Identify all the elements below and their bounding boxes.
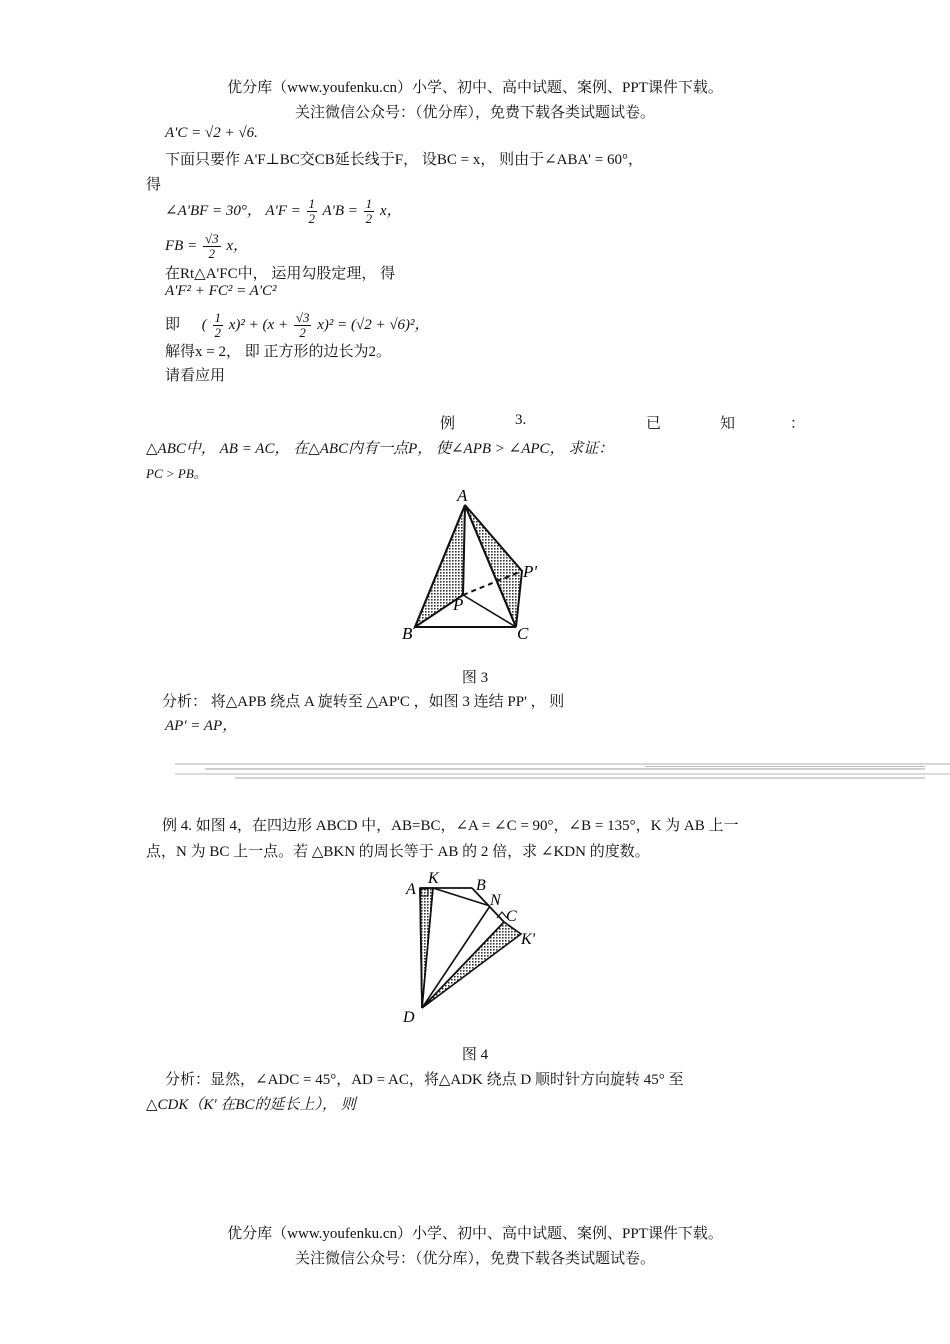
example-3-goal: PC > PB。 [146, 466, 207, 481]
analysis-4-line-2: △CDK（K' 在BC的延长上）， 则 [146, 1097, 356, 1113]
frac-den: 2 [214, 325, 222, 340]
label-c: C [506, 908, 517, 925]
x-text: x， [379, 202, 402, 219]
label-a: A [457, 486, 468, 505]
x-text: x， [226, 237, 249, 254]
figure-3 [395, 485, 555, 643]
fraction-root3 [203, 232, 221, 261]
label-c: C [517, 624, 529, 643]
header-line-1: 优分库（www.youfenku.cn）小学、初中、高中试题、案例、PPT课件下载。 [227, 80, 723, 96]
analysis-3-line-1: 分析： 将△APB 绕点 A 旋转至 △AP'C ，如图 3 连结 PP' ， 则 [162, 694, 565, 710]
ex3-word: 3. [515, 412, 527, 428]
line-solution: 解得x = 2， 即 正方形的边长为2。 [165, 344, 391, 360]
label-b: B [402, 624, 413, 643]
header-line-2: 关注微信公众号：（优分库），免费下载各类试题试卷。 [294, 105, 655, 121]
footer-line-2: 关注微信公众号：（优分库），免费下载各类试题试卷。 [294, 1251, 655, 1267]
figure-4 [400, 868, 550, 1028]
frac-den: 2 [308, 211, 316, 226]
line-pythag: 在Rt△A'FC中， 运用勾股定理， 得 [165, 266, 396, 282]
example-4-line-2: 点，N 为 BC 上一点。若 △BKN 的周长等于 AB 的 2 倍，求 ∠KDN 的度数。 [146, 844, 650, 860]
ji-text: 即 [165, 316, 181, 333]
frac-num: √3 [204, 231, 219, 246]
frac-den: 2 [365, 211, 373, 226]
label-k: K [428, 870, 439, 887]
ex3-word: 已 [646, 416, 662, 432]
footer-line-1: 优分库（www.youfenku.cn）小学、初中、高中试题、案例、PPT课件下载。 [227, 1226, 723, 1242]
fraction-root3-2 [294, 311, 312, 340]
frac-num: 1 [365, 196, 373, 211]
ex3-word: 例 [440, 416, 456, 432]
label-a: A [406, 881, 416, 898]
paren-open: ( [201, 316, 207, 333]
frac-den: 2 [299, 325, 306, 340]
line-angles [165, 197, 402, 226]
line-equation: A'F² + FC² = A'C² [165, 283, 277, 299]
ex3-word: 知 [720, 416, 736, 432]
frac-num: 1 [308, 196, 316, 211]
scan-artifact-band [175, 760, 950, 782]
expr-end: x)² = (√2 + √6)²， [317, 316, 430, 333]
line-fb [165, 232, 248, 261]
ab-text: A'B = [322, 202, 362, 219]
figure-3-caption: 图 3 [461, 670, 489, 686]
label-n: N [490, 892, 501, 909]
label-p-prime: P' [523, 562, 538, 581]
line-construct: 下面只要作 A'F⊥BC交CB延长线于F， 设BC = x， 则由于∠ABA' = 60°， [165, 152, 643, 168]
example-3-statement: △ABC中， AB = AC， 在△ABC内有一点P， 使∠APB > ∠APC， 求证： [146, 441, 614, 457]
frac-num: √3 [295, 310, 310, 325]
label-d: D [403, 1009, 415, 1026]
label-b: B [476, 877, 486, 894]
fraction-half-1 [307, 197, 318, 226]
fb-text: FB = [165, 237, 201, 254]
frac-den: 2 [208, 246, 216, 261]
analysis-3-line-2: AP' = AP， [165, 718, 238, 734]
label-p: P [453, 595, 464, 614]
line-ac: A'C = √2 + √6. [165, 125, 258, 141]
frac-num: 1 [214, 310, 222, 325]
analysis-4-line-1: 分析：显然，∠ADC = 45°，AD = AC，将△ADK 绕点 D 顺时针方向旋转 45° 至 [165, 1072, 684, 1088]
line-de: 得 [146, 177, 162, 193]
line-application: 请看应用 [165, 368, 226, 384]
angle-text: ∠A'BF = 30°， A'F = [165, 202, 305, 219]
fraction-half-3 [213, 311, 224, 340]
expr-text: x)² + (x + [228, 316, 292, 333]
label-k-prime: K' [521, 931, 536, 948]
fraction-half-2 [364, 197, 375, 226]
example-4-line-1: 例 4. 如图 4，在四边形 ABCD 中，AB=BC，∠A = ∠C = 90°，∠B = 135°，K 为 AB 上一 [162, 818, 739, 834]
line-ji [165, 311, 430, 340]
figure-4-caption: 图 4 [461, 1047, 489, 1063]
ex3-word: ： [790, 416, 806, 432]
